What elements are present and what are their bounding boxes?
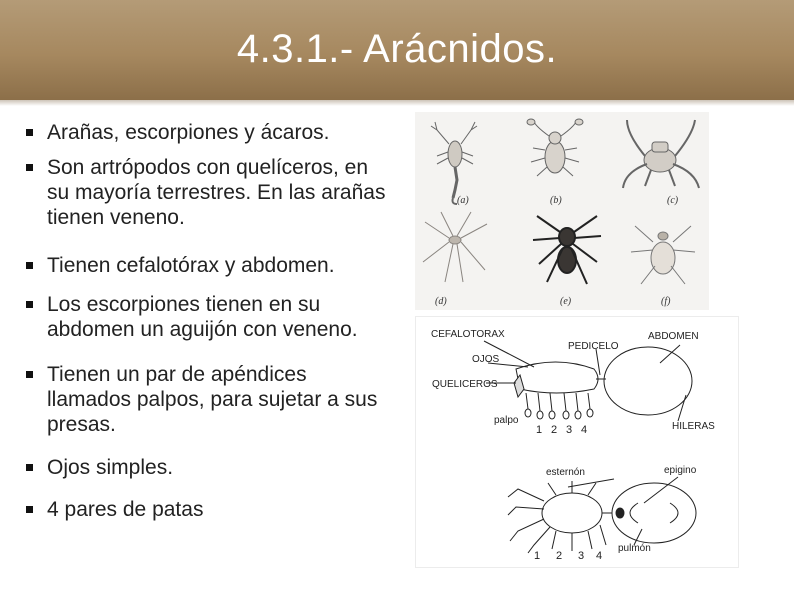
scorpion-illustration	[431, 122, 477, 204]
label-esternon: esternón	[546, 467, 585, 478]
photo-caption-c: (c)	[667, 195, 679, 206]
bottom-leg-number-1: 1	[534, 550, 541, 562]
label-ojos: OJOS	[472, 354, 500, 365]
photo-caption-f: (f)	[661, 296, 671, 307]
spider-frontal-illustration	[623, 120, 699, 188]
bullet-text: Tienen cefalotórax y abdomen.	[47, 254, 335, 277]
top-leg-number-4: 4	[581, 424, 588, 436]
bullet-square-icon	[26, 301, 33, 308]
side-view-drawing	[484, 341, 692, 421]
bullet-text: Ojos simples.	[47, 456, 174, 479]
bullet-item	[26, 455, 406, 480]
bottom-leg-number-2: 2	[556, 550, 563, 562]
photo-caption-b: (b)	[550, 195, 562, 206]
bullet-item	[26, 292, 406, 342]
bullet-text: Son artrópodos con quelíceros, en su mayoría terrestres. En las arañas tienen veneno.	[47, 156, 386, 229]
arachnid-photos-figure	[415, 112, 709, 310]
label-pulmon: pulmón	[618, 543, 651, 554]
photo-caption-e: (e)	[560, 296, 572, 307]
top-leg-number-3: 3	[566, 424, 573, 436]
bullet-square-icon	[26, 129, 33, 136]
bullet-text: 4 pares de patas	[47, 498, 204, 521]
label-epigino: epigino	[664, 465, 697, 476]
anatomy-diagram-svg	[416, 317, 738, 567]
label-pedicelo: PEDICELO	[568, 341, 619, 352]
arachnid-photos-svg	[415, 112, 709, 310]
bullet-text: Tienen un par de apéndices llamados palpos, para sujetar a sus presas.	[47, 363, 378, 436]
photo-caption-a: (a)	[457, 195, 469, 206]
bullet-item	[26, 120, 406, 145]
label-hileras: HILERAS	[672, 421, 715, 432]
bullet-item	[26, 155, 406, 230]
ventral-view-drawing	[508, 477, 696, 553]
bullet-square-icon	[26, 262, 33, 269]
slide-title: 4.3.1.- Arácnidos.	[236, 27, 558, 71]
bullet-square-icon	[26, 506, 33, 513]
bullet-square-icon	[26, 371, 33, 378]
bullet-square-icon	[26, 164, 33, 171]
bottom-leg-number-3: 3	[578, 550, 585, 562]
spider-anatomy-diagram	[415, 316, 739, 568]
bullet-text: Los escorpiones tienen en su abdomen un aguijón con veneno.	[47, 293, 358, 341]
bullet-text: Arañas, escorpiones y ácaros.	[47, 121, 330, 144]
top-leg-number-2: 2	[551, 424, 558, 436]
bullet-item	[26, 362, 406, 437]
bullet-square-icon	[26, 464, 33, 471]
tarantula-illustration	[533, 216, 601, 284]
harvestman-illustration	[423, 212, 487, 282]
top-leg-number-1: 1	[536, 424, 543, 436]
pseudoscorpion-illustration	[527, 119, 583, 176]
bullet-item	[26, 497, 406, 522]
photo-caption-d: (d)	[435, 296, 447, 307]
title-band	[0, 0, 794, 100]
label-queliceros: QUELICEROS	[432, 379, 498, 390]
bullet-item	[26, 253, 406, 278]
label-palpo: palpo	[494, 415, 519, 426]
label-cefalotorax: CEFALOTORAX	[431, 329, 505, 340]
bottom-leg-number-4: 4	[596, 550, 603, 562]
mite-illustration	[631, 226, 695, 284]
label-abdomen: ABDOMEN	[648, 331, 699, 342]
